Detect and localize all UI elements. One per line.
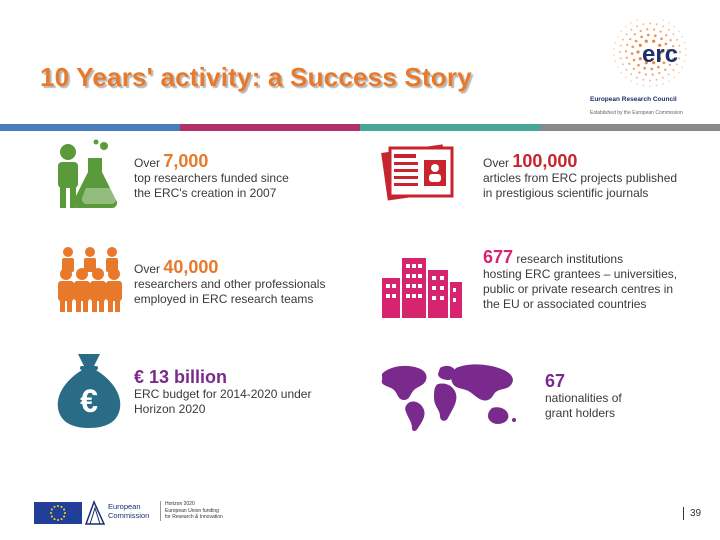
logo-dot — [662, 77, 664, 79]
logo-dot — [631, 52, 634, 55]
stat-number: 40,000 — [163, 257, 219, 277]
eu-star — [57, 505, 59, 507]
scientist-icon — [52, 138, 122, 210]
stat-number: 100,000 — [512, 151, 578, 171]
logo-dot — [679, 51, 681, 53]
logo-dot — [684, 42, 685, 43]
logo-name: European Research Council — [590, 96, 677, 103]
logo-dot — [656, 79, 658, 81]
ec-label-line: Commission — [108, 511, 150, 520]
logo-dot — [640, 30, 642, 32]
logo-dot — [631, 46, 634, 49]
eu-star — [50, 512, 52, 514]
logo-dot — [633, 68, 635, 70]
eu-star — [51, 509, 53, 511]
logo-dot — [643, 85, 644, 86]
logo-dot — [656, 23, 658, 25]
eu-star — [61, 518, 63, 520]
logo-dot — [684, 61, 685, 62]
logo-dot — [678, 31, 679, 32]
divider-segment-teal — [360, 124, 540, 131]
logo-dot — [615, 61, 616, 62]
logo-dot — [652, 74, 654, 76]
logo-dot — [626, 33, 628, 35]
logo-dot — [613, 48, 614, 49]
stat-desc-line: employed in ERC research teams — [134, 292, 314, 306]
stat-number: 677 — [483, 247, 514, 267]
logo-dot — [636, 19, 637, 20]
svg-text:€: € — [80, 383, 98, 419]
logo-dot — [620, 57, 622, 59]
stat-host-institutions — [483, 247, 678, 312]
stat-desc-line: public or private research centres in — [483, 282, 674, 296]
logo-dot — [653, 28, 655, 30]
stat-prefix: Over — [134, 156, 161, 170]
world-map-icon — [380, 362, 526, 434]
erc-dots-icon — [590, 18, 710, 94]
stat-number: 67 — [545, 371, 566, 391]
logo-dot — [656, 85, 657, 86]
logo-dot — [630, 80, 631, 81]
logo-dot — [630, 73, 632, 75]
stat-number: 7,000 — [163, 151, 209, 171]
stat-desc-line: researchers and other professionals — [134, 277, 326, 291]
eu-star — [64, 512, 66, 514]
logo-dot — [626, 57, 628, 59]
logo-dot — [650, 68, 653, 71]
stat-budget — [134, 367, 312, 417]
logo-dot — [685, 54, 686, 55]
ec-label-line: European — [108, 502, 141, 511]
slide-title: 10 Years' activity: a Success Story — [40, 62, 472, 92]
h2020-line: Horizon 2020 — [165, 501, 195, 507]
logo-dot — [640, 36, 643, 39]
h2020-line: European Union funding — [165, 507, 219, 514]
logo-dot — [637, 64, 640, 67]
logo-dot — [615, 42, 616, 43]
stat-desc-line: hosting ERC grantees – universities, — [483, 267, 678, 281]
logo-dot — [617, 67, 618, 68]
ec-label — [108, 502, 149, 520]
logo-dot — [613, 54, 614, 55]
money-bag-icon — [56, 352, 122, 428]
divider-segment-gray — [540, 124, 720, 131]
logo-dot — [636, 25, 638, 27]
logo-dot — [634, 33, 636, 35]
erc-logo — [590, 18, 710, 124]
logo-dot — [642, 23, 644, 25]
page-number: 39 — [683, 507, 701, 520]
stat-researchers-employed — [134, 257, 326, 307]
eu-star — [51, 516, 53, 518]
logo-dot — [649, 23, 651, 25]
logo-dot — [654, 34, 657, 37]
logo-dot — [659, 30, 661, 32]
logo-dot — [678, 57, 680, 59]
logo-dot — [662, 19, 663, 20]
logo-dot — [630, 29, 632, 31]
stat-suffix: research institutions — [516, 252, 624, 266]
logo-dot — [681, 36, 682, 37]
logo-dot — [620, 31, 621, 32]
stat-desc-line: the ERC's creation in 2007 — [134, 186, 277, 200]
logo-dot — [658, 72, 660, 74]
logo-dot — [620, 45, 622, 47]
stat-prefix: Over — [134, 262, 161, 276]
horizon-2020-label — [160, 501, 223, 521]
logo-dot — [678, 45, 680, 47]
stat-desc-line: the EU or associated countries — [483, 297, 647, 311]
logo-dot — [628, 63, 630, 65]
logo-dot — [668, 80, 669, 81]
logo-dot — [668, 29, 670, 31]
erc-mark: erc — [642, 41, 679, 68]
logo-dot — [662, 83, 663, 84]
logo-dot — [619, 51, 621, 53]
eu-star — [57, 519, 59, 521]
stat-articles-published — [483, 151, 678, 201]
logo-dot — [665, 34, 667, 36]
logo-dot — [646, 28, 648, 30]
articles-icon — [378, 140, 458, 202]
logo-dot — [672, 69, 674, 71]
divider-segment-magenta — [180, 124, 360, 131]
logo-dot — [625, 50, 627, 52]
logo-dot — [629, 38, 631, 40]
logo-dot — [633, 59, 636, 62]
logo-dot — [617, 36, 618, 37]
stat-desc-line: Horizon 2020 — [134, 402, 206, 416]
logo-dot — [642, 79, 644, 81]
stat-desc-line: top researchers funded since — [134, 171, 289, 185]
logo-dot — [621, 72, 622, 73]
logo-dot — [625, 77, 626, 78]
eu-flag-icon — [34, 502, 82, 524]
logo-dot — [626, 69, 628, 71]
logo-dot — [664, 69, 666, 71]
team-icon — [56, 244, 124, 314]
logo-dot — [673, 26, 674, 27]
logo-dot — [645, 73, 647, 75]
logo-dot — [638, 71, 640, 73]
logo-subtitle: Established by the European Commission — [590, 110, 683, 116]
logo-dot — [636, 50, 639, 53]
logo-dot — [636, 77, 638, 79]
eu-star — [61, 506, 63, 508]
logo-dot — [625, 26, 626, 27]
logo-dot — [674, 76, 675, 77]
h2020-line: for Research & Innovation — [165, 514, 223, 520]
logo-dot — [636, 83, 637, 84]
logo-dot — [685, 48, 686, 49]
eu-star — [54, 518, 56, 520]
logo-dot — [673, 33, 675, 35]
logo-dot — [626, 44, 628, 46]
stat-prefix: Over — [483, 156, 510, 170]
logo-dot — [662, 25, 664, 27]
eu-star — [63, 509, 65, 511]
logo-dot — [647, 34, 650, 37]
stat-desc-line: grant holders — [545, 406, 616, 420]
logo-dot — [681, 66, 682, 67]
divider-segment-blue — [0, 124, 180, 131]
color-divider — [0, 124, 720, 131]
logo-dot — [649, 80, 651, 82]
logo-dot — [622, 39, 624, 41]
logo-dot — [622, 63, 624, 65]
logo-dot — [630, 22, 631, 23]
stat-desc-line: in prestigious scientific journals — [483, 186, 649, 200]
stat-number: € 13 billion — [134, 367, 228, 387]
buildings-icon — [380, 252, 464, 318]
stat-desc-line: ERC budget for 2014-2020 under — [134, 387, 312, 401]
logo-dot — [635, 40, 638, 43]
eu-star — [63, 516, 65, 518]
logo-dot — [660, 37, 663, 40]
logo-dot — [649, 85, 650, 86]
stat-nationalities — [545, 371, 622, 421]
stat-desc-line: nationalities of — [545, 391, 622, 405]
eu-star — [54, 506, 56, 508]
ec-building-icon — [84, 500, 106, 526]
logo-dot — [668, 22, 669, 23]
logo-dot — [668, 73, 670, 75]
stat-desc-line: articles from ERC projects published — [483, 171, 678, 185]
logo-dot — [678, 72, 679, 73]
stat-researchers-funded — [134, 151, 289, 201]
